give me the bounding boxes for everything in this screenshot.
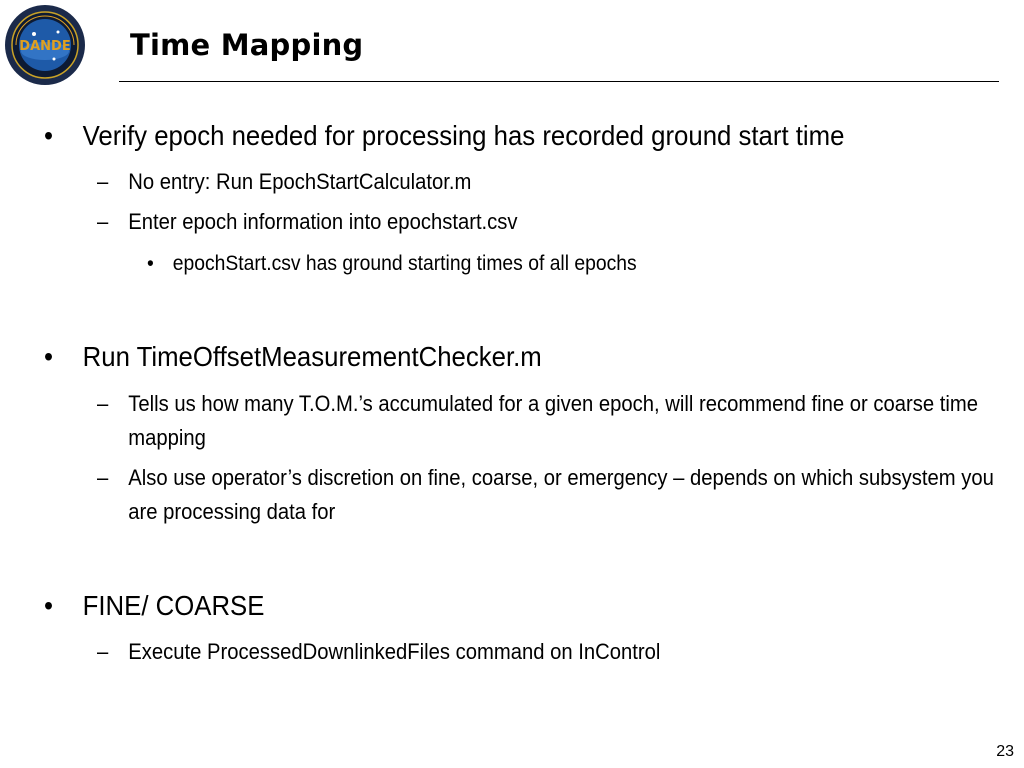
sub-bullet-text: Enter epoch information into epochstart.csv: [128, 209, 518, 234]
sub-bullet-text: Also use operator’s discretion on fine, coarse, or emergency – depends on which subsystem you are processing data for: [128, 465, 994, 524]
bullet-marker: •: [147, 252, 154, 275]
bullet-2-sub-1: [97, 387, 998, 455]
bullet-marker: •: [44, 341, 54, 372]
bullet-marker: •: [44, 120, 54, 151]
bullet-text: FINE/ COARSE: [82, 590, 265, 621]
bullet-1: [44, 120, 844, 152]
bullet-1-sub-2: [97, 205, 518, 239]
sub-bullet-text: Tells us how many T.O.M.’s accumulated for a given epoch, will recommend fine or coarse time mapping: [128, 391, 978, 450]
dash-marker: –: [97, 391, 109, 416]
bullet-marker: •: [44, 590, 54, 621]
bullet-1-sub-1: [97, 165, 471, 199]
bullet-2-sub-2: [97, 461, 998, 529]
bullet-text: Verify epoch needed for processing has recorded ground start time: [82, 120, 845, 151]
sub-sub-bullet-text: epochStart.csv has ground starting times of all epochs: [172, 252, 637, 275]
dash-marker: –: [97, 465, 109, 490]
slide-title: Time Mapping: [130, 28, 364, 62]
bullet-3: [44, 590, 264, 622]
dash-marker: –: [97, 169, 109, 194]
sub-bullet-text: Execute ProcessedDownlinkedFiles command on InControl: [128, 639, 661, 664]
bullet-2: [44, 341, 542, 373]
logo-text: DANDE: [19, 39, 71, 54]
dash-marker: –: [97, 209, 109, 234]
bullet-1-sub-2-sub-1: [147, 252, 637, 276]
dash-marker: –: [97, 639, 109, 664]
bullet-3-sub-1: [97, 635, 660, 669]
sub-bullet-text: No entry: Run EpochStartCalculator.m: [128, 169, 472, 194]
bullet-text: Run TimeOffsetMeasurementChecker.m: [82, 341, 542, 372]
slide-number: 23: [996, 743, 1014, 760]
